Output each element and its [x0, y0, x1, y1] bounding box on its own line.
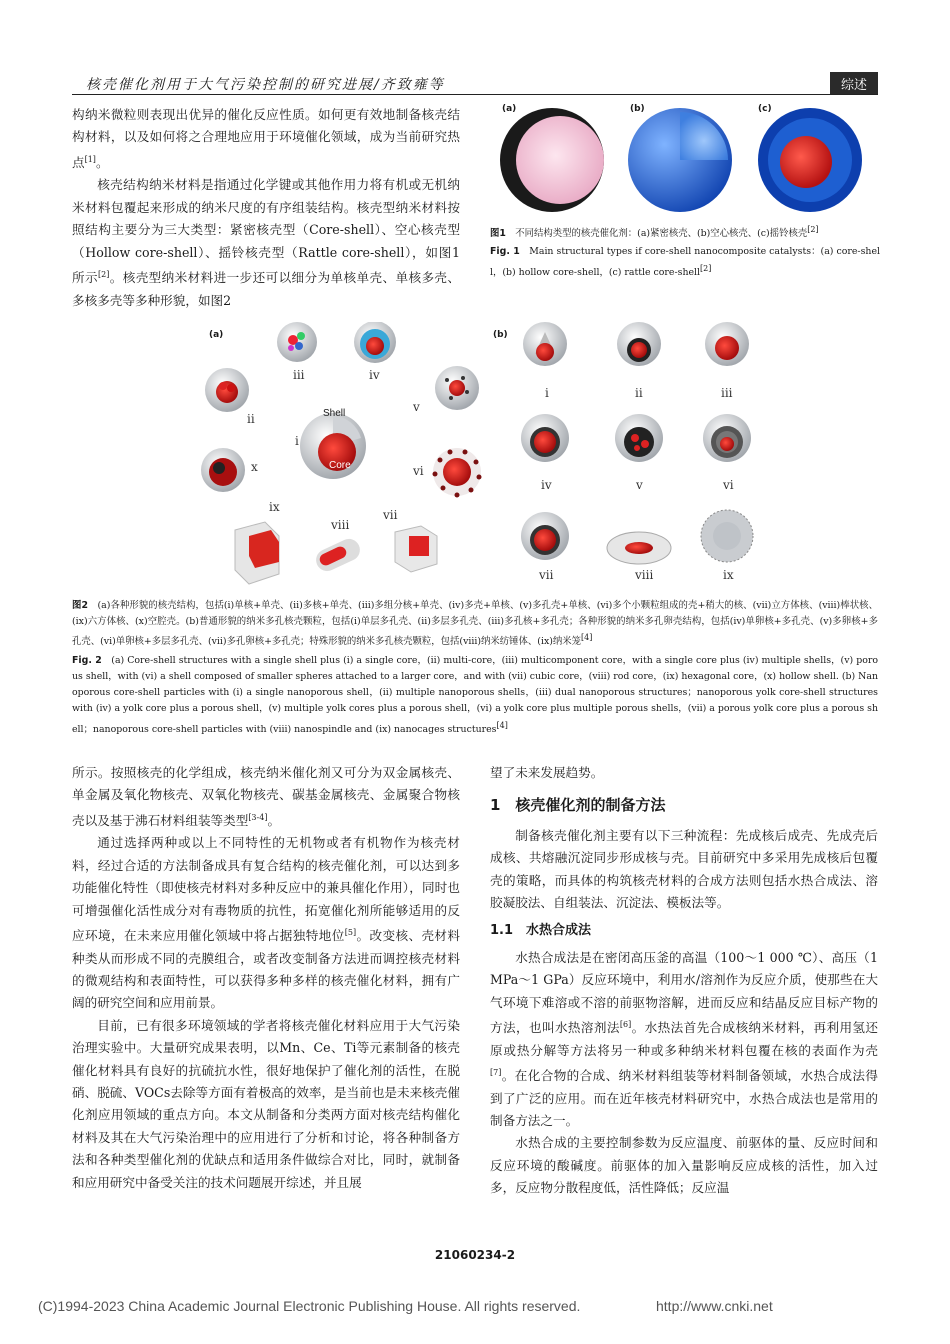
- b-numeral: vi: [723, 478, 734, 492]
- a-numeral: iii: [293, 368, 305, 382]
- a-numeral: vi: [413, 464, 424, 478]
- fig1-label-b: (b): [630, 104, 645, 114]
- page-number: 21060234-2: [434, 1248, 516, 1262]
- b-numeral: ix: [723, 568, 734, 582]
- a-numeral: ii: [247, 412, 255, 426]
- a-vi: [433, 448, 482, 498]
- b-numeral: i: [545, 386, 549, 400]
- a-iv: [354, 322, 396, 363]
- figure-2: [195, 322, 775, 592]
- b-numeral: vii: [539, 568, 554, 582]
- a-iii: [277, 322, 317, 362]
- a-ix: [235, 522, 279, 584]
- figure-1-caption: 图1 不同结构类型的核壳催化剂：(a)紧密核壳、(b)空心核壳、(c)摇铃核壳[2] Fig. 1 Main structural types if core-shell nanocomposite catalysts：(a) core-shell，(b) hollow core-shell，(c) rattle core-shell[2]: [490, 225, 880, 278]
- section-heading: 1 核壳催化剂的制备方法: [490, 796, 666, 815]
- fig2-label-a: (a): [209, 330, 224, 340]
- b-numeral: iv: [541, 478, 552, 492]
- a-numeral: i: [295, 434, 299, 448]
- paragraph: 水热合成的主要控制参数为反应温度、前驱体的量、反应时间和反应环境的酸碱度。前驱体的加入量影响反应成核的活性，加入过多，反应物分散程度低，活性降低；反应温: [490, 1135, 878, 1196]
- copyright-notice: (C)1994-2023 China Academic Journal Electronic Publishing House. All rights reserved.: [38, 1298, 581, 1314]
- left-bottom-text: [72, 762, 460, 1194]
- core-label: Core: [329, 460, 351, 471]
- paragraph: 目前，已有很多环境领域的学者将核壳催化材料应用于大气污染治理实验中。大量研究成果表明，以Mn、Ce、Ti等元素制备的核壳催化材料具有良好的抗硫抗水性，很好地保护了催化剂的活性，在脱硝、脱硫、VOCs去除等方面有着极高的效率，是当前也是未来核壳催化剂应用领域的重点方向。本文从制备和分类两方面对核壳结构催化材料及其在大气污染治理中的应用进行了分析和讨论，将各种制备方法和各种类型催化剂的优缺点和适用条件做综合对比，同时，就制备和应用研究中备受关注的技术问题展开综述，并且展: [72, 1017, 460, 1190]
- a-ii: [205, 368, 249, 412]
- a-numeral: viii: [331, 518, 350, 532]
- b-numeral: v: [636, 478, 643, 492]
- paragraph: 制备核壳催化剂主要有以下三种流程：先成核后成壳、先成壳后成核、共熔融沉淀同步形成核与壳。目前研究中多采用先成核后包覆壳的策略，而具体的构筑核壳材料的合成方法则包括水热合成法、溶胶凝胶法、自组装法、沉淀法、模板法等。: [490, 827, 878, 911]
- a-x: [201, 448, 245, 492]
- fig2-label-b: (b): [493, 330, 508, 340]
- b-row2: [521, 414, 751, 462]
- figure-2-caption: 图2 (a)各种形貌的核壳结构，包括(i)单核+单壳、(ii)多核+单壳、(iii)多组分核+单壳、(iv)多壳+单核、(v)多孔壳+单核、(vi)多个小颗粒组成的壳+稍大的核、(vii)立方体核、(viii)棒状核、(ix)六方体核、(x)空腔壳。(b)普通形貌的纳米多孔核壳颗粒，包括(i)单层多孔壳、(ii)多层多孔壳、(iii)多孔核+多孔壳；各种形貌的纳米多孔卵壳结构，包括(iv)单卵核+多孔壳、(v)多卵核+多孔壳、(vi)单卵核+多层多孔壳、(vii)多孔卵核+多孔壳；特殊形貌的纳米多孔核壳颗粒，包括(viii)纳米纺锤体、(ix)纳米笼[4] Fig. 2 (a) Core-shell structures with a single shell plus (i) a single core，(ii) multi-core，(iii) multicomponent core，with a single core plus (iv) multiple shells，(v) porous shell，with (vi) a shell composed of smaller spheres attached to a larger core，and with (vii) cubic core，(viii) rod core，(ix) hexagonal core，(x) hollow shell. (b) Nanoporous core-shell particles with (i) a single nanoporous shell，(ii) multiple nanoporous shells，(iii) dual nanoporous structures；nanoporous yolk core-shell structures with (iv) a yolk core plus a porous shell，(v) multiple yolk cores plus a porous shell，(vi) a yolk core plus multiple porous shells，(vii) a porous yolk core plus a porous shell；nanoporous core-shell particles with (viii) nanospindle and (ix) nanocages structures[4]: [72, 600, 878, 735]
- fig1-label-c: (c): [758, 104, 772, 114]
- figure-1-graphic: [490, 102, 880, 214]
- a-v: [435, 366, 479, 410]
- paragraph: 核壳结构纳米材料是指通过化学键或其他作用力将有机或无机纳米材料包覆起来形成的纳米尺度的有序组装结构。核壳型纳米材料按照结构主要分为三大类型：紧密核壳型（Core-shell）、空心核壳型（Hollow core-shell）、摇铃核壳型（Rattle core-shell），如图1所示[2]。核壳型纳米材料进一步还可以细分为单核单壳、单核多壳、多核多壳等多种形貌，如图2: [72, 177, 461, 308]
- a-numeral: ix: [269, 500, 280, 514]
- section-badge: 综述: [830, 72, 878, 94]
- paragraph: 通过选择两种或以上不同特性的无机物或者有机物作为核壳材料，经过合适的方法制备成具有复合结构的核壳催化剂，可以达到多功能催化特性（即使核壳材料对多种反应中的兼具催化作用），同时也可增强催化活性成分对有毒物质的抗性，拓宽催化剂所能够适用的反应环境，在未来应用催化领域中将占据独特地位[5]。改变核、壳材料种类从而形成不同的壳膜组合，或者改变制备方法进而调控核壳材料的微观结构和表面特性，可以获得多种多样的核壳催化材料，拥有广阔的研究空间和应用前景。: [72, 835, 461, 1011]
- right-bottom-text: [490, 762, 878, 1200]
- b-row1: [523, 322, 749, 366]
- figure-2-graphic: [195, 322, 775, 592]
- paragraph: 望了未来发展趋势。: [490, 765, 604, 780]
- left-top-text: [72, 104, 460, 312]
- compact-core: [516, 116, 604, 204]
- paragraph: 构纳米微粒则表现出优异的催化反应性质。如何更有效地制备核壳结构材料，以及如何将之合理地应用于环境催化领域，成为当前研究热点[1]。: [72, 107, 460, 170]
- header-rule: [72, 94, 878, 95]
- a-numeral: x: [251, 460, 258, 474]
- running-title: 核壳催化剂用于大气污染控制的研究进展/齐致雍等: [86, 77, 445, 93]
- b-numeral: viii: [635, 568, 654, 582]
- b-numeral: iii: [721, 386, 733, 400]
- publisher-url[interactable]: http://www.cnki.net: [656, 1298, 773, 1314]
- a-vii: [395, 526, 437, 572]
- a-numeral: vii: [383, 508, 398, 522]
- subsection-heading: 1.1 水热合成法: [490, 923, 592, 939]
- fig1-label-a: (a): [502, 104, 517, 114]
- a-numeral: v: [413, 400, 420, 414]
- a-viii: [313, 535, 364, 574]
- b-numeral: ii: [635, 386, 643, 400]
- figure-1: [490, 102, 880, 214]
- a-numeral: iv: [369, 368, 380, 382]
- shell-label: Shell: [323, 408, 346, 419]
- paragraph: 所示。按照核壳的化学组成，核壳纳米催化剂又可分为双金属核壳、单金属及氧化物核壳、双氧化物核壳、碳基金属核壳、金属聚合物核壳以及基于沸石材料组装等类型[3-4]。: [72, 765, 460, 828]
- b-row3: [521, 510, 753, 564]
- rattle-core: [780, 136, 832, 188]
- paragraph: 水热合成法是在密闭高压釜的高温（100～1 000 ℃）、高压（1 MPa～1 GPa）反应环境中，利用水/溶剂作为反应介质，使那些在大气环境下难溶或不溶的前驱物溶解，进而反应和结晶反应目标产物的方法，也叫水热溶剂法[6]。水热法首先合成核纳米材料，再利用氢还原或热分解等方法将另一种或多种纳米材料包覆在核的表面作为壳[7]。在化合物的合成、纳米材料组装等材料制备领域，水热合成法得到了广泛的应用。而在近年核壳材料研究中，水热合成法也是常用的制备方法之一。: [490, 949, 879, 1129]
